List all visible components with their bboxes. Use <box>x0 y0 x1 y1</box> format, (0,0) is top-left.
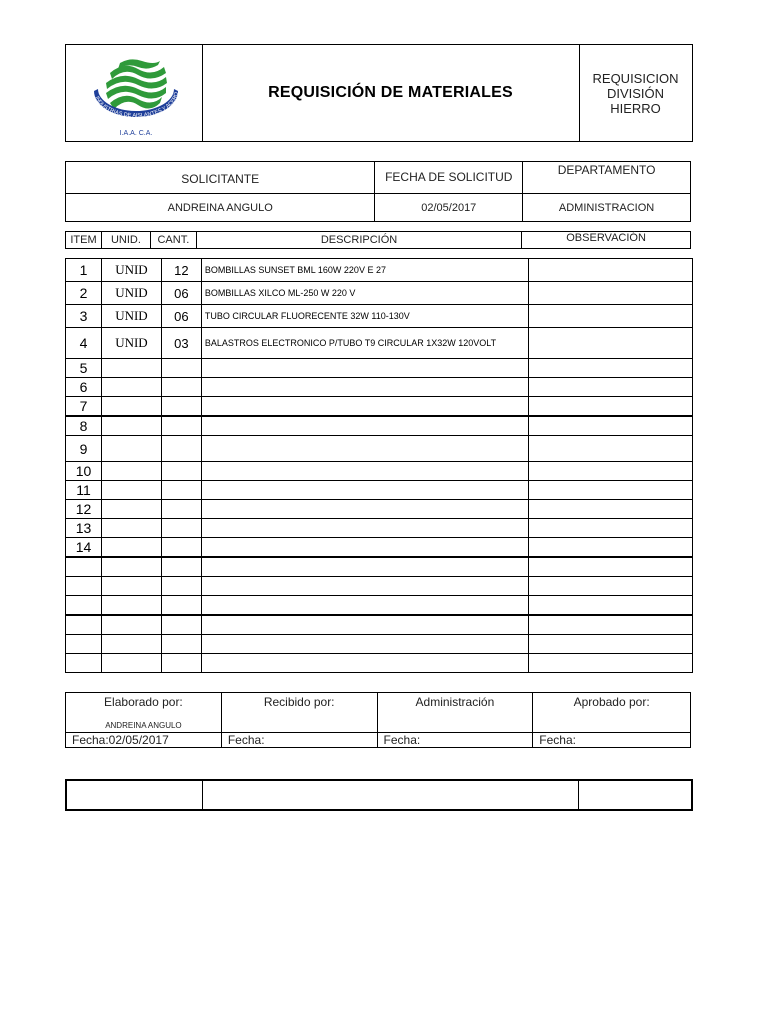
item-quantity: 06 <box>161 282 201 305</box>
item-description <box>201 500 528 519</box>
item-observation <box>529 436 693 462</box>
fecha-solicitud-value: 02/05/2017 <box>375 194 523 222</box>
item-observation <box>529 519 693 538</box>
form-code-line-1: REQUISICION <box>592 70 679 86</box>
item-number: 14 <box>66 538 102 558</box>
item-unit <box>101 500 161 519</box>
item-number <box>66 596 102 616</box>
item-number: 11 <box>66 481 102 500</box>
solicitante-value: ANDREINA ANGULO <box>66 194 375 222</box>
requester-table <box>65 161 691 222</box>
item-observation <box>529 462 693 481</box>
item-observation <box>529 328 693 359</box>
item-number: 10 <box>66 462 102 481</box>
item-unit: UNID <box>101 259 161 282</box>
item-observation <box>529 635 693 654</box>
item-row <box>66 557 693 577</box>
item-row <box>66 462 693 481</box>
item-number <box>66 615 102 635</box>
item-number <box>66 654 102 673</box>
item-quantity <box>161 596 201 616</box>
item-quantity <box>161 577 201 596</box>
recibido-label: Recibido por: <box>221 693 377 733</box>
item-number: 4 <box>66 328 102 359</box>
date-elaborado: Fecha:02/05/2017 <box>66 733 222 748</box>
item-number: 8 <box>66 416 102 436</box>
administracion-label: Administración <box>377 693 533 733</box>
departamento-value: ADMINISTRACION <box>523 194 691 222</box>
item-quantity: 12 <box>161 259 201 282</box>
item-row <box>66 282 693 305</box>
item-unit <box>101 654 161 673</box>
item-unit <box>101 416 161 436</box>
item-quantity: 03 <box>161 328 201 359</box>
column-observacion: OBSERVACIÓN <box>522 232 691 249</box>
item-unit <box>101 397 161 417</box>
column-item: ITEM <box>66 232 102 249</box>
item-description <box>201 378 528 397</box>
item-unit <box>101 615 161 635</box>
fecha-solicitud-header: FECHA DE SOLICITUD <box>375 162 523 194</box>
item-observation <box>529 481 693 500</box>
solicitante-header: SOLICITANTE <box>66 162 375 194</box>
form-code <box>579 45 692 141</box>
item-unit <box>101 481 161 500</box>
item-number <box>66 557 102 577</box>
item-row <box>66 577 693 596</box>
column-unid: UNID. <box>101 232 150 249</box>
item-description <box>201 462 528 481</box>
item-description <box>201 557 528 577</box>
item-quantity <box>161 654 201 673</box>
item-row <box>66 397 693 417</box>
item-quantity <box>161 557 201 577</box>
item-description <box>201 359 528 378</box>
item-description: BOMBILLAS XILCO ML-250 W 220 V <box>201 282 528 305</box>
item-quantity <box>161 462 201 481</box>
item-description: TUBO CIRCULAR FLUORECENTE 32W 110-130V <box>201 305 528 328</box>
document-header <box>65 44 693 142</box>
item-row <box>66 654 693 673</box>
item-description <box>201 416 528 436</box>
item-number: 13 <box>66 519 102 538</box>
item-row <box>66 305 693 328</box>
item-quantity: 06 <box>161 305 201 328</box>
date-administracion: Fecha: <box>377 733 533 748</box>
item-unit <box>101 359 161 378</box>
item-row <box>66 519 693 538</box>
item-number: 2 <box>66 282 102 305</box>
item-row <box>66 481 693 500</box>
item-quantity <box>161 519 201 538</box>
company-logo <box>66 45 203 141</box>
item-row <box>66 259 693 282</box>
item-row <box>66 378 693 397</box>
item-quantity <box>161 359 201 378</box>
item-quantity <box>161 615 201 635</box>
item-unit: UNID <box>101 282 161 305</box>
item-row <box>66 538 693 558</box>
item-observation <box>529 259 693 282</box>
item-unit <box>101 538 161 558</box>
item-observation <box>529 500 693 519</box>
item-description <box>201 436 528 462</box>
date-recibido: Fecha: <box>221 733 377 748</box>
item-row <box>66 359 693 378</box>
elaborado-cell <box>66 693 222 733</box>
item-number <box>66 635 102 654</box>
item-observation <box>529 359 693 378</box>
item-observation <box>529 557 693 577</box>
item-observation <box>529 596 693 616</box>
item-quantity <box>161 397 201 417</box>
item-number: 5 <box>66 359 102 378</box>
item-unit <box>101 436 161 462</box>
title-cell <box>202 45 580 141</box>
item-description <box>201 481 528 500</box>
item-unit <box>101 462 161 481</box>
item-row <box>66 615 693 635</box>
item-observation <box>529 378 693 397</box>
item-quantity <box>161 635 201 654</box>
item-observation <box>529 397 693 417</box>
item-quantity <box>161 436 201 462</box>
item-unit <box>101 519 161 538</box>
footer-divider-2 <box>578 781 579 809</box>
item-quantity <box>161 416 201 436</box>
item-quantity <box>161 481 201 500</box>
elaborado-name: ANDREINA ANGULO <box>105 721 182 730</box>
item-description <box>201 519 528 538</box>
item-row <box>66 500 693 519</box>
item-quantity <box>161 538 201 558</box>
item-number: 6 <box>66 378 102 397</box>
item-row <box>66 416 693 436</box>
item-number: 7 <box>66 397 102 417</box>
item-row <box>66 596 693 616</box>
date-aprobado: Fecha: <box>533 733 691 748</box>
footer-divider-1 <box>202 781 203 809</box>
item-description <box>201 596 528 616</box>
footer-box <box>65 779 693 811</box>
item-unit <box>101 557 161 577</box>
item-number: 1 <box>66 259 102 282</box>
item-number: 9 <box>66 436 102 462</box>
form-code-line-3: HIERRO <box>610 100 661 116</box>
item-number: 12 <box>66 500 102 519</box>
item-quantity <box>161 500 201 519</box>
aprobado-label: Aprobado por: <box>533 693 691 733</box>
item-observation <box>529 615 693 635</box>
item-number <box>66 577 102 596</box>
column-descripcion: DESCRIPCIÓN <box>196 232 521 249</box>
items-column-header <box>65 231 691 249</box>
page-title: REQUISICIÓN DE MATERIALES <box>268 84 513 101</box>
item-description: BOMBILLAS SUNSET BML 160W 220V E 27 <box>201 259 528 282</box>
item-unit: UNID <box>101 305 161 328</box>
items-table <box>65 258 693 673</box>
column-cant: CANT. <box>150 232 196 249</box>
item-description <box>201 397 528 417</box>
item-description <box>201 615 528 635</box>
item-unit: UNID <box>101 328 161 359</box>
item-description <box>201 538 528 558</box>
item-unit <box>101 378 161 397</box>
item-description <box>201 577 528 596</box>
item-quantity <box>161 378 201 397</box>
item-description: BALASTROS ELECTRONICO P/TUBO T9 CIRCULAR 1X32W 120VOLT <box>201 328 528 359</box>
item-unit <box>101 635 161 654</box>
item-observation <box>529 282 693 305</box>
item-observation <box>529 654 693 673</box>
item-unit <box>101 596 161 616</box>
item-description <box>201 635 528 654</box>
item-row <box>66 328 693 359</box>
signature-table <box>65 692 691 748</box>
form-code-line-2: DIVISIÓN <box>606 85 665 101</box>
item-row <box>66 635 693 654</box>
company-logo-icon <box>66 45 202 143</box>
item-number: 3 <box>66 305 102 328</box>
item-row <box>66 436 693 462</box>
item-observation <box>529 416 693 436</box>
departamento-header: DEPARTAMENTO <box>523 162 691 194</box>
logo-ring-text: INDUSTRIAS DE AISLANTES Y ACERO <box>93 91 181 120</box>
item-unit <box>101 577 161 596</box>
item-description <box>201 654 528 673</box>
item-observation <box>529 538 693 558</box>
item-observation <box>529 577 693 596</box>
item-observation <box>529 305 693 328</box>
logo-caption: I.A.A. C.A. <box>119 130 153 137</box>
elaborado-label: Elaborado por: <box>104 695 183 709</box>
